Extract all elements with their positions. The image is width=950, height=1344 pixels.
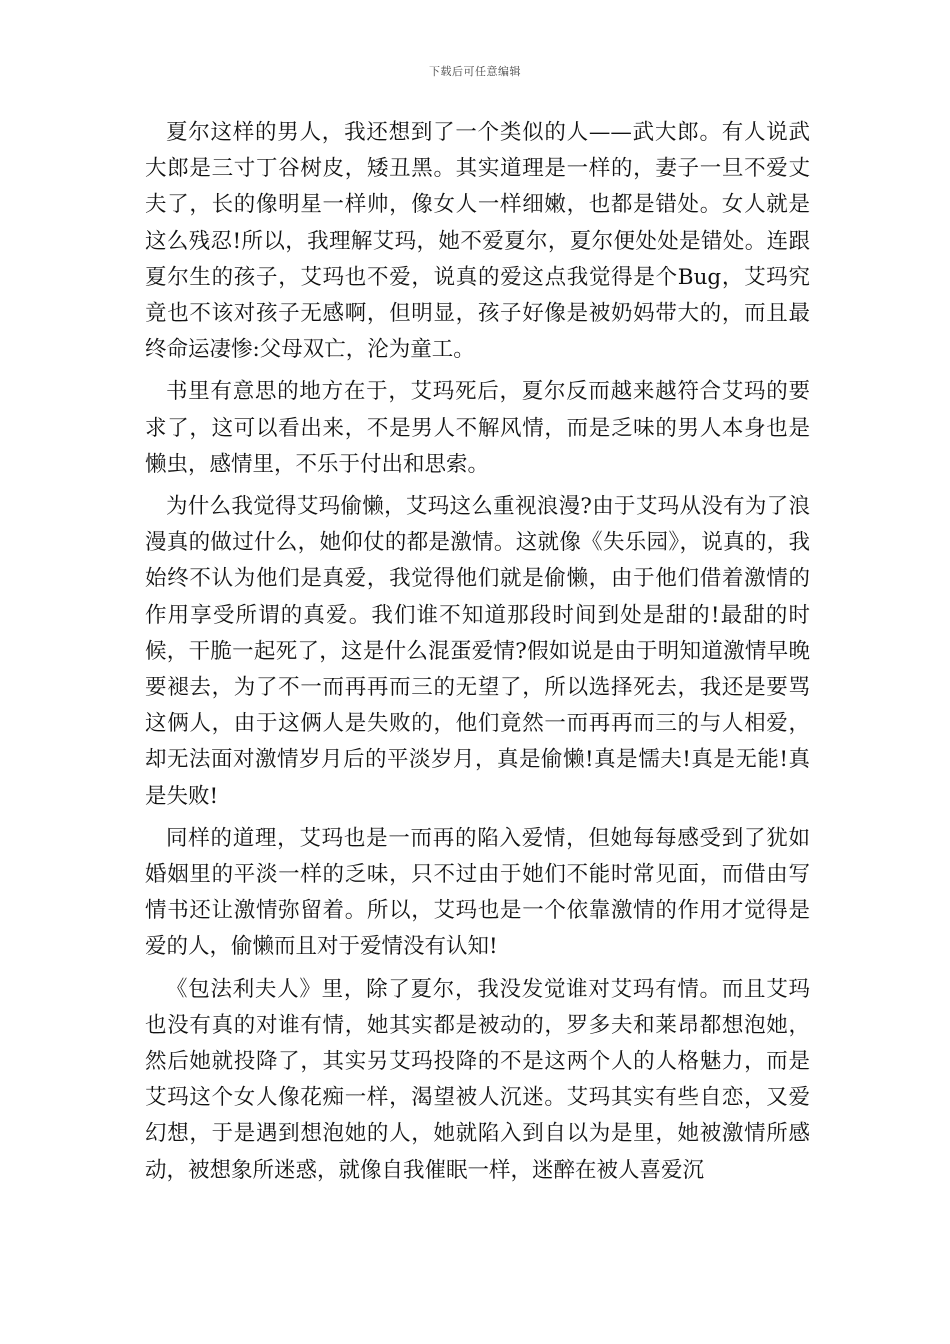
paragraph-3: 为什么我觉得艾玛偷懒，艾玛这么重视浪漫?由于艾玛从没有为了浪漫真的做过什么，她仰仗的都是激情。这就像《失乐园》，说真的，我始终不认为他们是真爱，我觉得他们就是偷懒，由于他们借着激情的作用享受所谓的真爱。我们谁不知道那段时间到处是甜的!最甜的时候，干脆一起死了，这是什么混蛋爱情?假如说是由于明知道激情早晚要褪去，为了不一而再再而三的无望了，所以选择死去，我还是要骂这俩人，由于这俩人是失败的，他们竟然一而再再而三的与人相爱，却无法面对激情岁月后的平淡岁月，真是偷懒!真是懦夫!真是无能!真是失败!	[145, 494, 810, 809]
paragraph-1: 夏尔这样的男人，我还想到了一个类似的人——武大郎。有人说武大郎是三寸丁谷树皮，矮丑黑。其实道理是一样的，妻子一旦不爱丈夫了，长的像明星一样帅，像女人一样细嫩，也都是错处。女人就是这么残忍!所以，我理解艾玛，她不爱夏尔，夏尔便处处是错处。连跟夏尔生的孩子，艾玛也不爱，说真的爱这点我觉得是个Bug，艾玛究竟也不该对孩子无感啊，但明显，孩子好像是被奶妈带大的，而且最终命运凄惨:父母双亡，沦为童工。	[145, 120, 810, 363]
document-body	[145, 115, 810, 1195]
page-header: 下载后可任意编辑	[429, 65, 521, 78]
paragraph-5: 《包法利夫人》里，除了夏尔，我没发觉谁对艾玛有情。而且艾玛也没有真的对谁有情，她其实都是被动的，罗多夫和莱昂都想泡她，然后她就投降了，其实另艾玛投降的不是这两个人的人格魅力，而是艾玛这个女人像花痴一样，渴望被人沉迷。艾玛其实有些自恋，又爱幻想，于是遇到想泡她的人，她就陷入到自以为是里，她被激情所感动，被想象所迷惑，就像自我催眠一样，迷醉在被人喜爱沉	[145, 976, 810, 1183]
paragraph-4: 同样的道理，艾玛也是一而再的陷入爱情，但她每每感受到了犹如婚姻里的平淡一样的乏味，只不过由于她们不能时常见面，而借由写情书还让激情弥留着。所以，艾玛也是一个依靠激情的作用才觉得是爱的人，偷懒而且对于爱情没有认知!	[145, 825, 810, 960]
paragraph-2: 书里有意思的地方在于，艾玛死后，夏尔反而越来越符合艾玛的要求了，这可以看出来，不是男人不解风情，而是乏味的男人本身也是懒虫，感情里，不乐于付出和思索。	[145, 379, 810, 477]
